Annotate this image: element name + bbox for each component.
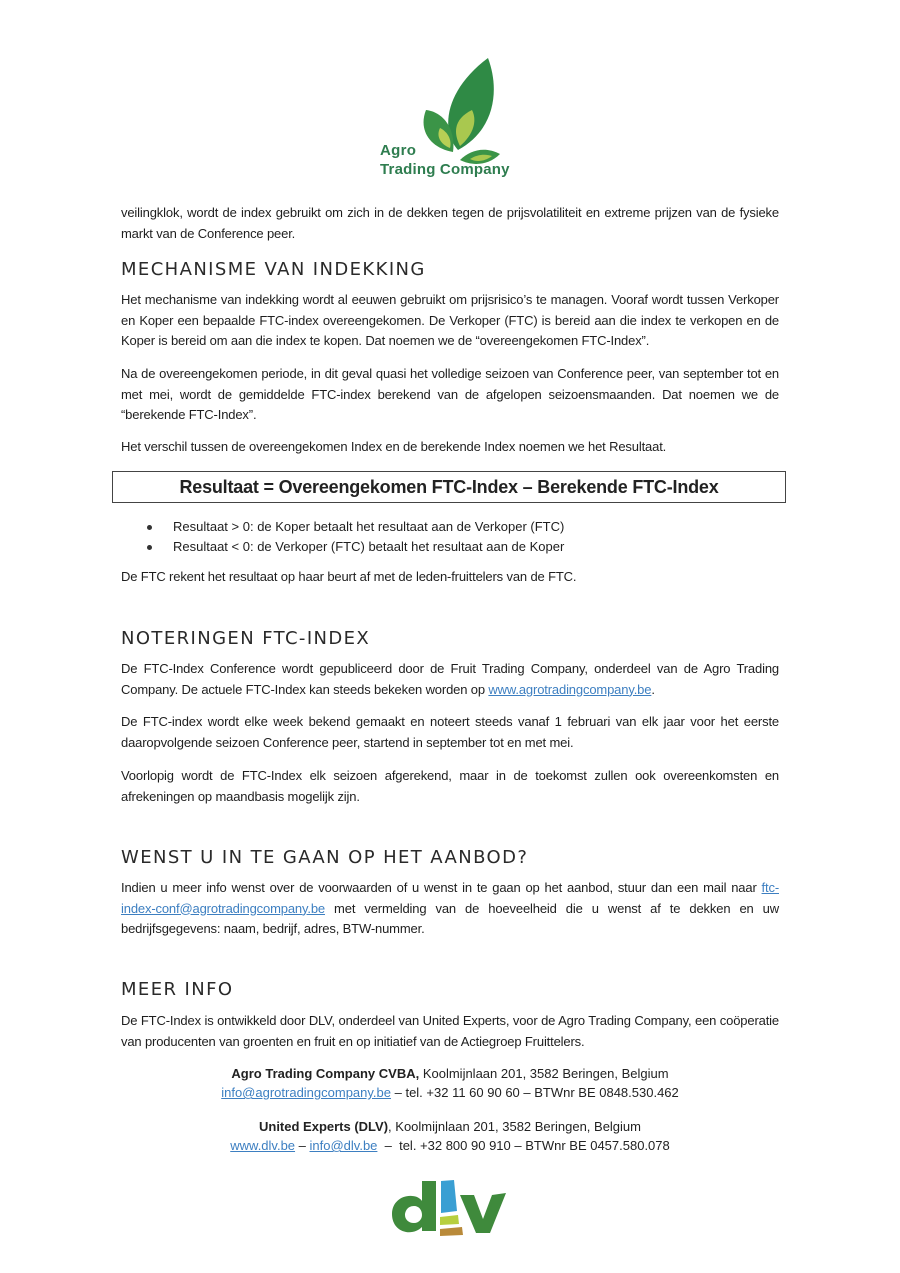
meer-info-paragraph-1: De FTC-Index is ontwikkeld door DLV, onderdeel van United Experts, voor de Agro Trading Company, een coöperatie van producenten van groenten en fruit en op initiatief van de Actiegroep Fruittelers. <box>121 1013 779 1049</box>
atc-phone-vat: – tel. +32 11 60 90 60 – BTWnr BE 0848.530.462 <box>391 1085 679 1100</box>
mechanisme-paragraph-4: De FTC rekent het resultaat op haar beurt af met de leden-fruittelers van de FTC. <box>121 569 577 584</box>
noteringen-p3-block <box>121 766 779 807</box>
mechanisme-paragraph-3: Het verschil tussen de overeengekomen Index en de berekende Index noemen we het Resultaat. <box>121 439 667 454</box>
section-aanbod <box>121 847 779 868</box>
dlv-website-link[interactable]: www.dlv.be <box>230 1138 296 1153</box>
atc-contact-line <box>121 1083 779 1102</box>
dlv-contact-line <box>121 1136 779 1155</box>
agrotradingcompany-website-link[interactable]: www.agrotradingcompany.be <box>488 681 652 697</box>
meer-info-p1-block <box>121 1011 779 1052</box>
bullet-icon <box>147 525 152 530</box>
section-meer-info <box>121 979 779 1000</box>
section-title-noteringen: NOTERINGEN FTC-INDEX <box>121 628 371 649</box>
mechanisme-p2-block <box>121 364 779 426</box>
dlv-phone-vat: – tel. +32 800 90 910 – BTWnr BE 0457.580.078 <box>377 1138 670 1153</box>
bullet-icon <box>147 545 152 550</box>
noteringen-paragraph-1 <box>121 659 779 700</box>
dlv-separator: – <box>295 1138 310 1153</box>
noteringen-paragraph-3: Voorlopig wordt de FTC-Index elk seizoen afgerekend, maar in de toekomst zullen ook overeenkomsten en afrekeningen op maandbasis mogelijk zijn. <box>121 768 779 804</box>
noteringen-p2-block <box>121 712 779 753</box>
ftc-index-email-link[interactable]: ftc-index-conf@agrotradingcompany.be <box>121 880 779 916</box>
bullet-text: Resultaat > 0: de Koper betaalt het resultaat aan de Verkoper (FTC) <box>173 519 565 534</box>
dlv-email-link[interactable]: info@dlv.be <box>309 1138 378 1153</box>
agro-trading-logo <box>360 50 540 185</box>
section-title-aanbod: WENST U IN TE GAAN OP HET AANBOD? <box>121 847 529 868</box>
dlv-logo-icon <box>390 1175 515 1240</box>
aanbod-p1-text-after: met vermelding van de hoeveelheid die u wenst af te dekken en uw bedrijfsgegevens: naam, bedrijf, adres, BTW-nummer. <box>121 900 779 936</box>
atc-email-link[interactable]: info@agrotradingcompany.be <box>221 1085 391 1100</box>
mechanisme-paragraph-1: Het mechanisme van indekking wordt al eeuwen gebruikt om prijsrisico’s te managen. Vooraf wordt tussen Verkoper en Koper een bepaalde FTC-index overeengekomen. De Verkoper (FTC) is bereid aan die index te verkopen en de Koper is bereid om aan die index te kopen. Dat noemen we de “overeengekomen FTC-Index”. <box>121 292 779 348</box>
atc-address: Koolmijnlaan 201, 3582 Beringen, Belgium <box>419 1066 669 1081</box>
logo-text-trading-company: Trading Company <box>380 161 510 178</box>
section-title-meer-info: MEER INFO <box>121 979 234 1000</box>
mechanisme-p1-block <box>121 290 779 352</box>
aanbod-p1-text: Indien u meer info wenst over de voorwaarden of u wenst in te gaan op het aanbod, stuur dan een mail naar <box>121 880 762 895</box>
noteringen-p1-text: De FTC-Index Conference wordt gepubliceerd door de Fruit Trading Company, onderdeel van de Agro Trading Company. De actuele FTC-Index kan steeds bekeken worden op <box>121 661 779 697</box>
section-noteringen <box>121 628 779 649</box>
mechanisme-p3-block <box>121 437 779 458</box>
dlv-address: , Koolmijnlaan 201, 3582 Beringen, Belgium <box>388 1119 641 1134</box>
atc-address-line <box>121 1064 779 1083</box>
formula-box <box>112 471 786 503</box>
bullet-item <box>121 517 779 537</box>
bullet-item <box>121 537 779 557</box>
noteringen-paragraph-2: De FTC-index wordt elke week bekend gemaakt en noteert steeds vanaf 1 februari van elk jaar voor het eerste daaropvolgende seizoen Conference peer, startend in september tot en met mei. <box>121 714 779 750</box>
logo-text-agro: Agro <box>380 142 417 159</box>
formula-text: Resultaat = Overeengekomen FTC-Index – Berekende FTC-Index <box>179 476 719 497</box>
footer-dlv-contact <box>121 1117 779 1155</box>
intro-paragraph: veilingklok, wordt de index gebruikt om zich in de dekken tegen de prijsvolatiliteit en extreme prijzen van de fysieke markt van de Conference peer. <box>121 205 779 241</box>
noteringen-p1-block <box>121 659 779 700</box>
section-mechanisme <box>121 259 779 280</box>
dlv-logo <box>390 1175 515 1240</box>
intro-block <box>121 203 779 244</box>
dlv-address-line <box>121 1117 779 1136</box>
atc-company-name: Agro Trading Company CVBA, <box>231 1066 420 1081</box>
aanbod-paragraph-1 <box>121 878 779 940</box>
result-bullets <box>121 517 779 557</box>
bullet-text: Resultaat < 0: de Verkoper (FTC) betaalt het resultaat aan de Koper <box>173 539 565 554</box>
section-title-mechanisme: MECHANISME VAN INDEKKING <box>121 259 426 280</box>
mechanisme-paragraph-2: Na de overeengekomen periode, in dit geval quasi het volledige seizoen van Conference peer, van september tot en met mei, wordt de gemiddelde FTC-index berekend van de afgelopen seizoensmaanden. Dat noemen we de “berekende FTC-Index”. <box>121 366 779 422</box>
footer-atc-contact <box>121 1064 779 1102</box>
mechanisme-p4-block <box>121 567 779 588</box>
dlv-company-name: United Experts (DLV) <box>258 1119 389 1134</box>
noteringen-p1-period: . <box>651 681 655 697</box>
aanbod-p1-block <box>121 878 779 940</box>
